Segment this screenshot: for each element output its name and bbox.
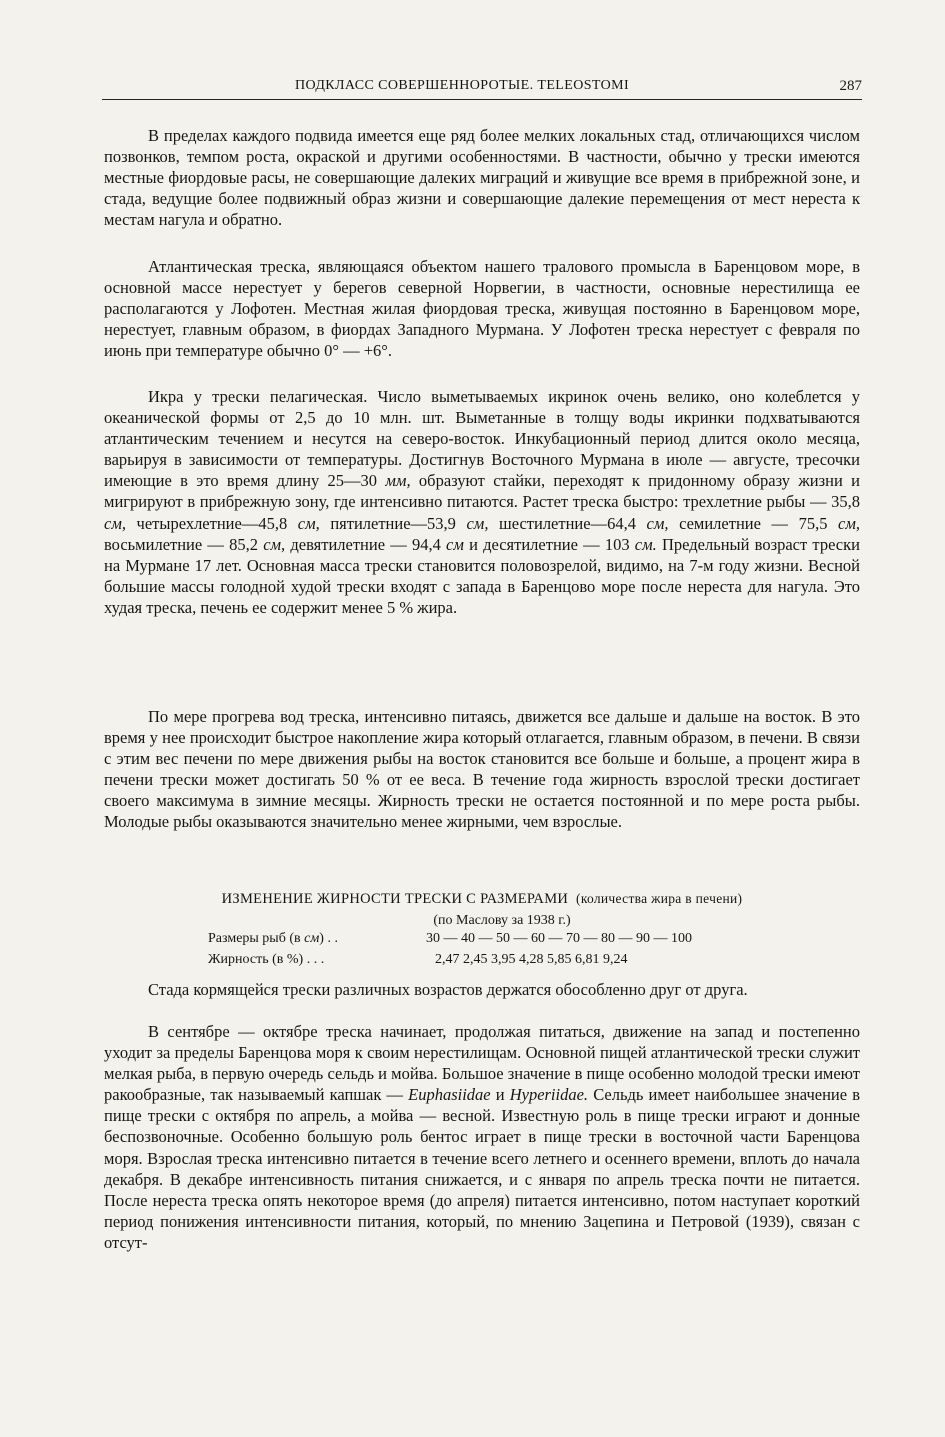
fat-content-table (104, 891, 860, 971)
p3-seg-i: и десятилетние — 103 (463, 534, 635, 554)
paragraph-3-text (104, 386, 860, 618)
row1-label-text: Размеры рыб (в (208, 931, 305, 946)
paragraph-5-text: Стада кормящейся трески различных возрастов держатся обособленно друг от друга. (148, 980, 748, 999)
row-label-fat: Жирность (в %) . . . (208, 952, 325, 967)
p3-seg-g: восьмилетние — 85,2 (104, 534, 264, 554)
row-values-sizes: 30 — 40 — 50 — 60 — 70 — 80 — 90 — 100 (426, 931, 692, 946)
p6-seg-a: В сентябре — октябре треска начинает, продолжая питаться, движение на запад и постепенно уходит за пределы Баренцова моря к своим нерестилищам. Основной пищей атлантической трески служит мелкая рыба, в первую очередь сельдь и мойва. Большое значение в пище особенно молодой трески имеют ракообразные, так называемый капшак — (104, 1022, 860, 1105)
p3-seg-a: Икра у трески пелагическая. Число выметываемых икринок очень велико, оно колеблется у океанической формы от 2,5 до 10 млн. шт. Выметанные в толщу воды икринки подхватываются атлантическим течением и несутся на северо-восток. Инкубационный период длится около месяца, варьируя в зависимости от температуры. Достигнув Восточного Мурмана в июле — августе, тресочки имеющие в это время длину 25—30 (104, 387, 860, 491)
p3-seg-e: шестилетние—64,4 (488, 513, 647, 533)
paragraph-4-text: По мере прогрева вод треска, интенсивно питаясь, движется все дальше и дальше на восток. В это время у нее происходит быстрое накопление жира который отлагается, главным образом, в печени. В связи с этим вес печени по мере движения рыбы на восток становится все больше и больше, а процент жира в печени трески может достигать 50 % от ее веса. В течение года жирность взрослой трески достигает своего максимума в зимние месяцы. Жирность трески не остается постоянной и по мере роста рыбы. Молодые рыбы оказываются значительно менее жирными, чем взрослые. (104, 707, 860, 832)
row1-label-end: ) . . (319, 931, 338, 946)
paragraph-4 (104, 706, 860, 833)
p3-seg-b: образуют стайки, переходят к придонному образу жизни и мигрируют в прибрежную зону, где интенсивно питаются. Растет треска быстро: трехлетние рыбы — 35,8 (104, 471, 860, 512)
header-title: ПОДКЛАСС СОВЕРШЕННОРОТЫЕ. TELEOSTOMI (295, 78, 630, 93)
page-number: 287 (839, 78, 862, 94)
p3-unit: см, (104, 513, 126, 533)
p3-unit: см, (263, 534, 286, 554)
p3-unit: см, (838, 513, 860, 533)
table-row-sizes (104, 931, 860, 950)
p3-seg-h: девятилетние — 94,4 (285, 534, 447, 554)
taxon-euphasiidae: Euphasiidae (408, 1085, 491, 1105)
table-title (104, 891, 860, 908)
row-label-sizes (208, 931, 338, 947)
paragraph-3 (104, 386, 860, 618)
row1-unit: см (304, 931, 320, 946)
taxon-hyperiidae: Hyperiidae. (509, 1085, 589, 1105)
paragraph-2 (104, 256, 860, 361)
table-title-note: (количества жира в печени) (576, 891, 743, 906)
paragraph-2-text: Атлантическая треска, являющаяся объектом нашего тралового промысла в Баренцовом море, в основной массе нерестует у берегов северной Норвегии, в частности, основные нерестилища ее располагаются у Лофотен. Местная жилая фиордовая треска, живущая постоянно в Баренцовом море, нерестует, главным образом, в фиордах Западного Мурмана. У Лофотен треска нерестует с февраля по июнь при температуре обычно 0° — +6°. (104, 257, 860, 361)
p3-unit: см. (634, 534, 657, 554)
header-rule (102, 99, 862, 100)
paragraph-6 (104, 1021, 860, 1253)
paragraph-1-text: В пределах каждого подвида имеется еще ряд более мелких локальных стад, отличающихся числом позвонков, темпом роста, окраской и другими особенностями. В частности, обычно у трески имеются местные фиордовые расы, не совершающие далеких миграций и живущие все время в прибрежной зоне, и стада, ведущие более подвижный образ жизни и совершающие далекие перемещения от мест нереста к местам нагула и обратно. (104, 126, 860, 230)
p3-unit-mm: мм, (385, 471, 411, 491)
p3-unit: см, (297, 513, 320, 533)
table-source: (по Маслову за 1938 г.) (433, 913, 571, 928)
p3-seg-c: четырехлетние—45,8 (125, 513, 298, 533)
p3-seg-f: семилетние — 75,5 (668, 513, 839, 533)
paragraph-5 (104, 979, 860, 1000)
p3-unit: см, (466, 513, 489, 533)
paragraph-1 (104, 125, 860, 230)
table-row-fat (104, 952, 860, 971)
running-header (102, 78, 862, 100)
row-values-fat: 2,47 2,45 3,95 4,28 5,85 6,81 9,24 (435, 952, 628, 967)
table-title-text: ИЗМЕНЕНИЕ ЖИРНОСТИ ТРЕСКИ С РАЗМЕРАМИ (221, 891, 569, 907)
p3-unit: см, (646, 513, 669, 533)
paragraph-6-text (104, 1021, 860, 1253)
p3-seg-j: Предельный возраст трески на Мурмане 17 лет. Основная масса трески становится половозрелой, видимо, на 7-м году жизни. Весной большие массы голодной худой трески входят с запада в Баренцово море после нереста для нагула. Это худая треска, печень ее содержит менее 5 % жира. (104, 534, 860, 617)
p3-seg-d: пятилетние—53,9 (319, 513, 467, 533)
p6-seg-c: Сельдь имеет наибольшее значение в пище трески с октября по апрель, а мойва — весной. Известную роль в пище трески играют и донные беспозвоночные. Особенно большую роль бентос играет в пище трески в восточной части Баренцова моря. Взрослая треска интенсивно питается в течение всего летнего и осеннего времени, вплоть до начала декабря. В декабре интенсивность питания снижается, и с января по апрель треска почти не питается. После нереста треска опять некоторое время (до апреля) питается интенсивно, потом наступает короткий период понижения интенсивности питания, который, по мнению Зацепина и Петровой (1939), связан с отсут- (104, 1085, 860, 1252)
p6-seg-b: и (490, 1085, 510, 1105)
p3-unit: см (446, 534, 464, 554)
